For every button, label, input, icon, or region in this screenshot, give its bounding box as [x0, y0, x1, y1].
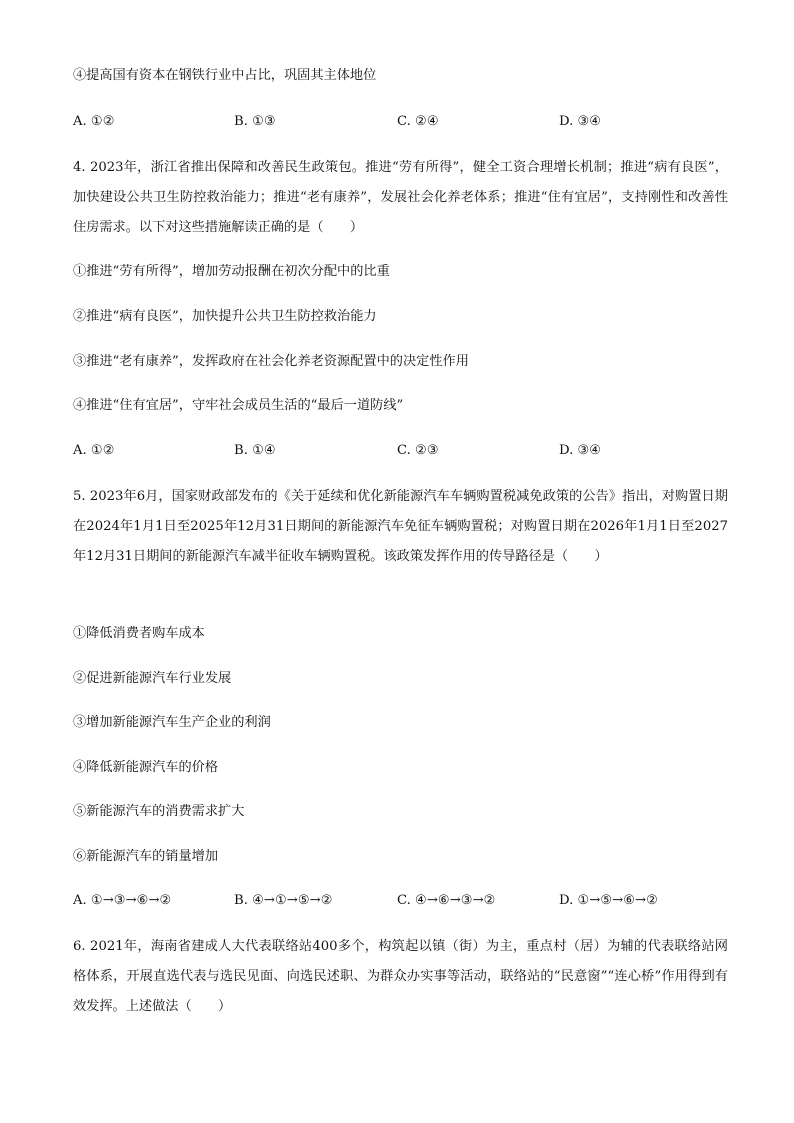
- q5-options: [73, 891, 733, 911]
- q5-option-d[interactable]: D. ①→⑤→⑥→②: [559, 893, 658, 908]
- q3-options: [73, 112, 733, 132]
- q5-statement-1: ①降低消费者购车成本: [73, 626, 205, 641]
- q5-option-a[interactable]: A. ①→③→⑥→②: [73, 893, 172, 908]
- q3-statement-4: ④提高国有资本在钢铁行业中占比，巩固其主体地位: [73, 68, 377, 83]
- q5-statement-3: ③增加新能源汽车生产企业的利润: [73, 715, 271, 730]
- q4-statement-4: ④推进“住有宜居”，守牢社会成员生活的“最后一道防线”: [73, 398, 404, 413]
- q5-stem: 5. 2023年6月，国家财政部发布的《关于延续和优化新能源汽车车辆购置税减免政策的公告》指出，对购置日期在2024年1月1日至2025年12月31日期间的新能源汽车免征车辆购置税；对购置日期在2026年1月1日至2027年12月31日期间的新能源汽车减半征收车辆购置税。该政策发挥作用的传导路径是（ ）: [73, 489, 728, 564]
- q3-option-b[interactable]: B. ①③: [234, 114, 276, 129]
- q4-option-b[interactable]: B. ①④: [234, 443, 276, 458]
- q4-stem: 4. 2023年，浙江省推出保障和改善民生政策包。推进“劳有所得”，健全工资合理增长机制；推进“病有良医”，加快建设公共卫生防控救治能力；推进“老有康养”，发展社会化养老体系；推进“住有宜居”，支持刚性和改善性住房需求。以下对这些措施解读正确的是（ ）: [73, 160, 728, 235]
- q4-options: [73, 441, 733, 461]
- q6-stem: 6. 2021年，海南省建成人大代表联络站400多个，构筑起以镇（街）为主，重点村（居）为辅的代表联络站网格体系，开展直选代表与选民见面、向选民述职、为群众办实事等活动，联络站的“民意窗”“连心桥”作用得到有效发挥。上述做法（ ）: [73, 939, 728, 1014]
- q3-option-d[interactable]: D. ③④: [559, 114, 602, 129]
- q4-option-d[interactable]: D. ③④: [559, 443, 602, 458]
- q3-option-a[interactable]: A. ①②: [73, 114, 115, 129]
- q5-statement-5: ⑤新能源汽车的消费需求扩大: [73, 804, 245, 819]
- q5-option-b[interactable]: B. ④→①→⑤→②: [234, 893, 333, 908]
- q4-option-a[interactable]: A. ①②: [73, 443, 115, 458]
- q5-statement-4: ④降低新能源汽车的价格: [73, 760, 219, 775]
- q4-statement-2: ②推进“病有良医”，加快提升公共卫生防控救治能力: [73, 309, 377, 324]
- q4-option-c[interactable]: C. ②③: [397, 443, 439, 458]
- q4-statement-1: ①推进“劳有所得”，增加劳动报酬在初次分配中的比重: [73, 264, 390, 279]
- q5-statement-2: ②促进新能源汽车行业发展: [73, 671, 232, 686]
- q4-statement-3: ③推进“老有康养”，发挥政府在社会化养老资源配置中的决定性作用: [73, 354, 469, 369]
- q3-option-c[interactable]: C. ②④: [397, 114, 439, 129]
- q5-statement-6: ⑥新能源汽车的销量增加: [73, 849, 219, 864]
- q5-option-c[interactable]: C. ④→⑥→③→②: [397, 893, 496, 908]
